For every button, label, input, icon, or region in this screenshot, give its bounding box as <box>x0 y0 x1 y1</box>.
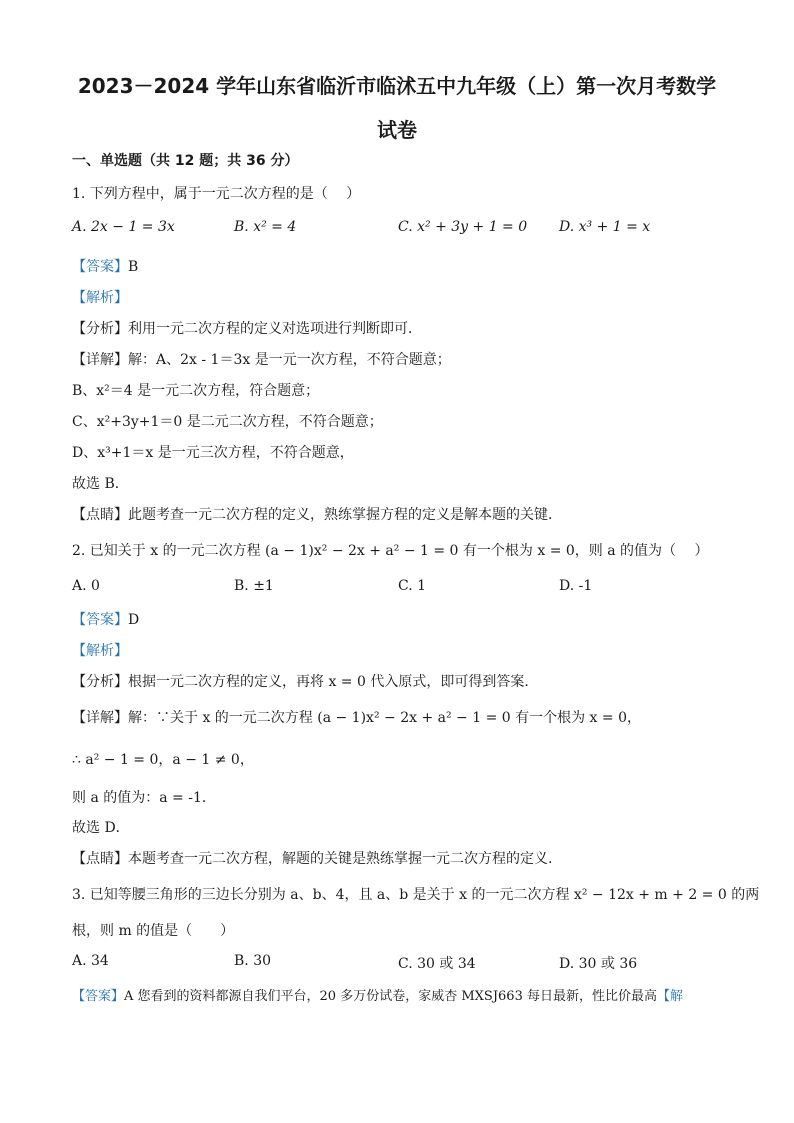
q2-xiangjie <box>72 707 641 727</box>
q2-line2: ∴ a² − 1 = 0，a − 1 ≠ 0， <box>72 752 254 768</box>
answer-tag: 【答案】 <box>72 989 125 1004</box>
q3-option-c: C. 30 或 34 <box>398 956 476 972</box>
q3-answer <box>72 985 683 1004</box>
document-title-line2: 试卷 <box>377 118 417 142</box>
q2-dianjing <box>72 848 552 868</box>
q1-analysis-tag: 【解析】 <box>72 290 128 306</box>
dianjing-text: 此题考查一元二次方程的定义，熟练掌握方程的定义是解本题的关键． <box>128 507 562 523</box>
q1-option-a: A. 2x − 1 = 3x <box>72 219 175 235</box>
fenxi-tag: 【分析】 <box>72 321 128 337</box>
fenxi-tag: 【分析】 <box>72 674 128 690</box>
document-title-line1: 2023－2024 学年山东省临沂市临沭五中九年级（上）第一次月考数学 <box>77 74 717 98</box>
q2-stem: 2. 已知关于 x 的一元二次方程 (a − 1)x² − 2x + a² − 1 = 0 有一个根为 x = 0，则 a 的值为（ ） <box>72 543 709 559</box>
xiangjie-text: 解：A、2x - 1＝3x 是一元一次方程，不符合题意； <box>128 352 451 368</box>
q3-option-a: A. 34 <box>72 953 109 969</box>
fenxi-text: 根据一元二次方程的定义，再将 x = 0 代入原式，即可得到答案. <box>128 674 529 690</box>
q2-choose: 故选 D． <box>72 820 130 836</box>
q2-answer <box>72 609 139 629</box>
q2-option-b: B. ±1 <box>234 578 274 594</box>
q2-line3: 则 a 的值为：a = -1． <box>72 790 216 806</box>
q1-choose: 故选 B． <box>72 476 129 492</box>
q2-option-a: A. 0 <box>72 578 100 594</box>
answer-value: D <box>128 612 140 628</box>
q2-option-d: D. -1 <box>559 578 593 594</box>
q1-fenxi <box>72 318 422 338</box>
q2-option-c: C. 1 <box>398 578 427 594</box>
answer-tag: 【答案】 <box>72 259 128 275</box>
q3-option-d: D. 30 或 36 <box>559 956 638 972</box>
q3-stem-line1: 3. 已知等腰三角形的三边长分别为 a、b、4，且 a、b 是关于 x 的一元二次方程 x² − 12x + m + 2 = 0 的两 <box>72 887 760 903</box>
q1-option-d: D. x³ + 1 = x <box>559 219 651 235</box>
q1-answer <box>72 256 138 276</box>
section-heading: 一、单选题（共 12 题；共 36 分） <box>72 153 299 169</box>
q1-option-b: B. x² = 4 <box>234 219 297 235</box>
fenxi-text: 利用一元二次方程的定义对选项进行判断即可． <box>128 321 422 337</box>
dianjing-tag: 【点睛】 <box>72 851 128 867</box>
answer-value: A 您看到的资料都源自我们平台，20 多万份试卷，家威杏 MXSJ663 每日最新，性比价最高 <box>124 989 657 1004</box>
q1-dianjing <box>72 504 562 524</box>
q1-line-b: B、x²＝4 是一元二次方程，符合题意； <box>72 383 320 399</box>
q1-option-c: C. x² + 3y + 1 = 0 <box>398 219 528 235</box>
q2-analysis-tag: 【解析】 <box>72 643 128 659</box>
xiangjie-tag: 【详解】 <box>72 710 128 726</box>
analysis-tag-partial: 【解 <box>656 989 683 1004</box>
q3-stem-line2: 根，则 m 的值是（ ） <box>72 923 235 939</box>
dianjing-text: 本题考查一元二次方程，解题的关键是熟练掌握一元二次方程的定义. <box>128 851 553 867</box>
q1-stem: 1. 下列方程中，属于一元二次方程的是（ ） <box>72 186 361 202</box>
dianjing-tag: 【点睛】 <box>72 507 128 523</box>
answer-tag: 【答案】 <box>72 612 128 628</box>
answer-value: B <box>128 259 139 275</box>
xiangjie-tag: 【详解】 <box>72 352 128 368</box>
q2-fenxi <box>72 671 529 691</box>
q1-xiangjie <box>72 349 451 369</box>
q1-line-d: D、x³+1＝x 是一元三次方程，不符合题意， <box>72 445 354 461</box>
xiangjie-text: 解：∵关于 x 的一元二次方程 (a − 1)x² − 2x + a² − 1 = 0 有一个根为 x = 0， <box>128 710 641 726</box>
q1-line-c: C、x²+3y+1＝0 是二元二次方程，不符合题意； <box>72 414 383 430</box>
q3-option-b: B. 30 <box>234 953 272 969</box>
